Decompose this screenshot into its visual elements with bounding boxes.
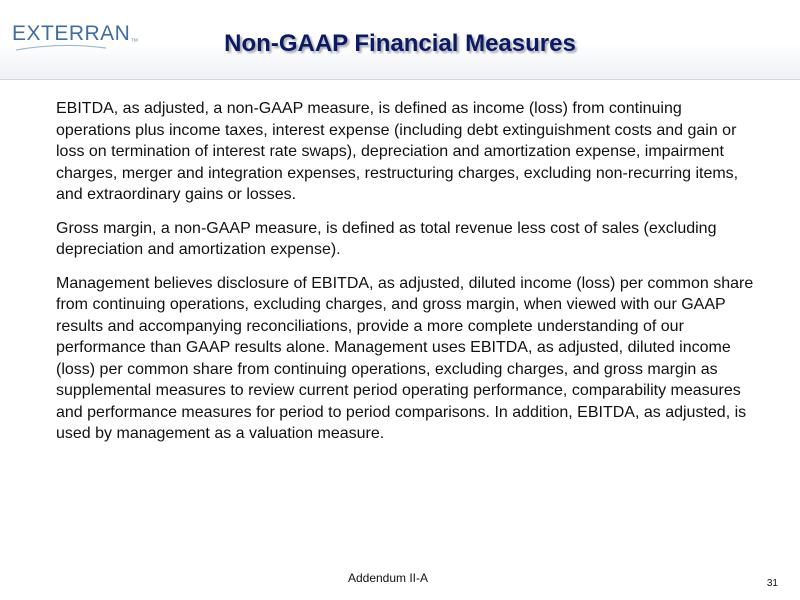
page-title: Non-GAAP Financial Measures	[224, 30, 576, 57]
logo-text: EXTERRAN	[12, 22, 131, 45]
slide-header	[0, 0, 800, 80]
slide-body	[56, 98, 756, 457]
footer-label: Addendum II-A	[347, 571, 429, 585]
logo-trademark: ™	[130, 37, 139, 46]
paragraph-gross-margin-definition: Gross margin, a non-GAAP measure, is defined as total revenue less cost of sales (excluding depreciation and amortization expense).	[56, 219, 717, 258]
header-divider	[0, 79, 800, 80]
paragraph-ebitda-definition: EBITDA, as adjusted, a non-GAAP measure, is defined as income (loss) from continuing operations plus income taxes, interest expense (including debt extinguishment costs and gain or loss on termination of interest rate swaps), depreciation and amortization expense, impairment charges, merger and integration expenses, restructuring charges, excluding non-recurring items, and extraordinary gains or losses.	[56, 100, 739, 203]
page-number: 31	[766, 578, 778, 589]
paragraph-management-rationale: Management believes disclosure of EBITDA, as adjusted, diluted income (loss) per common share from continuing operations, excluding charges, and gross margin, when viewed with our GAAP results and accompanying reconciliations, provide a more complete understanding of our performance than GAAP results alone. Management uses EBITDA, as adjusted, diluted income (loss) per common share from continuing operations, excluding charges, and gross margin as supplemental measures to review current period operating performance, comparability measures and performance measures for period to period comparisons. In addition, EBITDA, as adjusted, is used by management as a valuation measure.	[56, 274, 754, 442]
